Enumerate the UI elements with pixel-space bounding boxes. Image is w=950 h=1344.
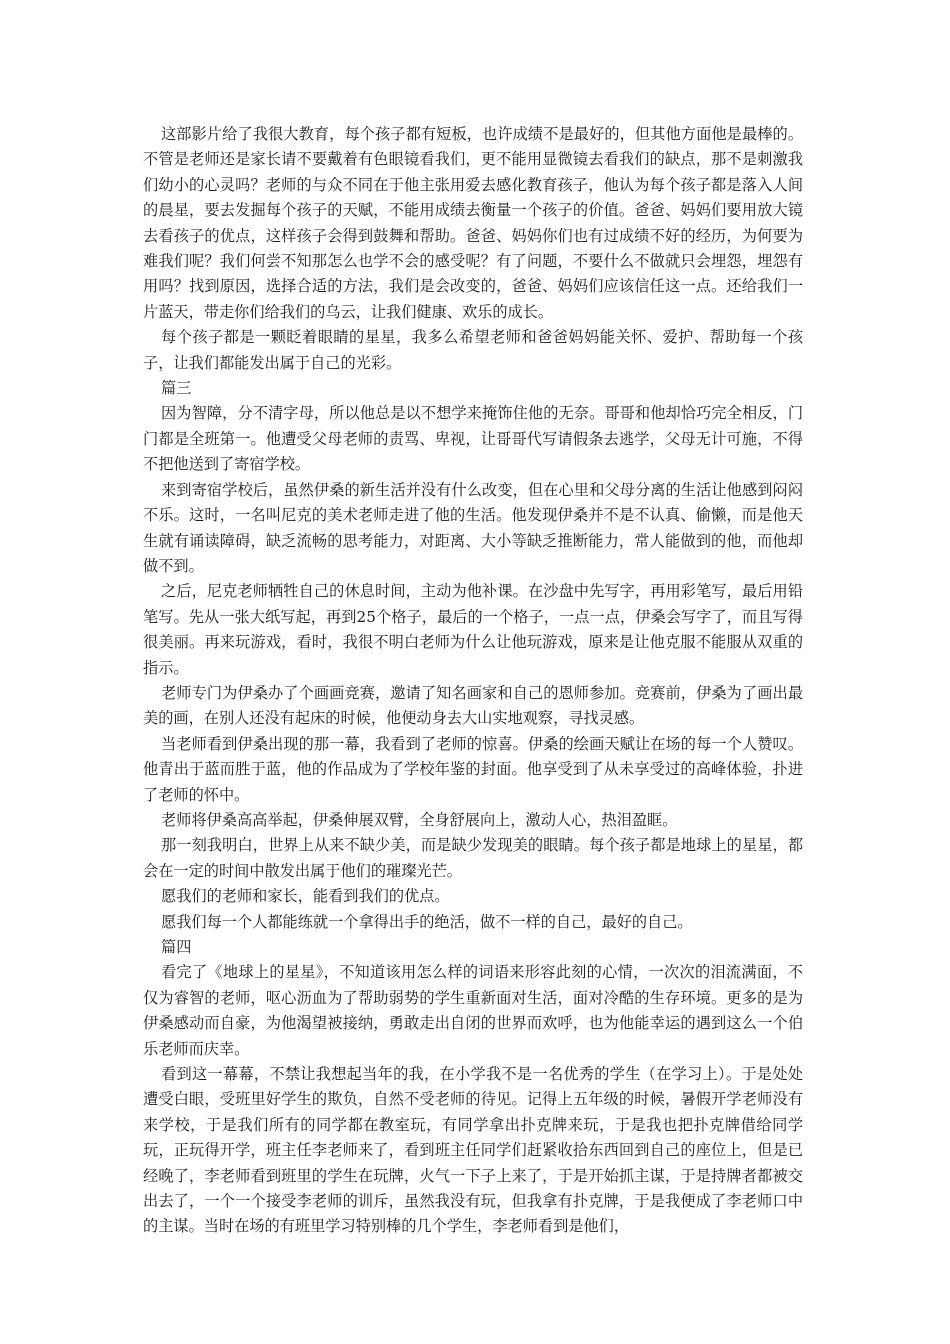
paragraph: 老师将伊桑高高举起，伊桑伸展双臂，全身舒展向上，激动人心，热泪盈眶。 — [161, 810, 678, 829]
paragraph: 当老师看到伊桑出现的那一幕，我看到了老师的惊喜。伊桑的绘画天赋让在场的每一个人赞叹。他青出于蓝而胜于蓝，他的作品成为了学校年鉴的封面。他享受到了从未享受过的高峰体验，扑进了老师的怀中。 — [143, 734, 803, 804]
paragraph: 这部影片给了我很大教育，每个孩子都有短板，也许成绩不是最好的，但其他方面他是最棒的。不管是老师还是家长请不要戴着有色眼镜看我们，更不能用显微镜去看我们的缺点，那不是刺激我们幼小的心灵吗？老师的与众不同在于他主张用爱去感化教育孩子，他认为每个孩子都是落入人间的晨星，要去发掘每个孩子的天赋，不能用成绩去衡量一个孩子的价值。爸爸、妈妈们要用放大镜去看孩子的优点，这样孩子会得到鼓舞和帮助。爸爸、妈妈你们也有过成绩不好的经历，为何要为难我们呢？我们何尝不知那怎么也学不会的感受呢？有了问题，不要什么不做就只会埋怨，埋怨有用吗？找到原因，选择合适的方法，我们是会改变的，爸爸、妈妈们应该信任这一点。还给我们一片蓝天，带走你们给我们的乌云，让我们健康、欢乐的成长。 — [143, 125, 803, 321]
paragraph: 看到这一幕幕，不禁让我想起当年的我，在小学我不是一名优秀的学生（在学习上）。于是处处遭受白眼，受班里好学生的欺负，自然不受老师的待见。记得上五年级的时候，暑假开学老师没有来学校，于是我们所有的同学都在教室玩，有同学拿出扑克牌来玩，于是我也把扑克牌借给同学玩，正玩得开学，班主任李老师来了，看到班主任同学们赶紧收拾东西回到自己的座位上，但是已经晚了，李老师看到班里的学生在玩牌，火气一下子上来了，于是开始抓主谋，于是持牌者都被交出去了，一个一个接受李老师的训斥，虽然我没有玩，但我拿有扑克牌，于是我便成了李老师口中的主谋。当时在场的有班里学习特别棒的几个学生，李老师看到是他们， — [143, 1065, 803, 1236]
paragraph: 每个孩子都是一颗眨着眼睛的星星，我多么希望老师和爸爸妈妈能关怀、爱护、帮助每一个孩子，让我们都能发出属于自己的光彩。 — [143, 328, 803, 372]
paragraph: 来到寄宿学校后，虽然伊桑的新生活并没有什么改变，但在心里和父母分离的生活让他感到闷闷不乐。这时，一名叫尼克的美术老师走进了他的生活。他发现伊桑并不是不认真、偷懒，而是他天生就有诵读障碍，缺乏流畅的思考能力，对距离、大小等缺乏推断能力，常人能做到的他，而他却做不到。 — [143, 480, 803, 575]
paragraph: 看完了《地球上的星星》，不知道该用怎么样的词语来形容此刻的心情，一次次的泪流满面，不仅为睿智的老师，呕心沥血为了帮助弱势的学生重新面对生活，面对冷酷的生存环境。更多的是为伊桑感动而自豪，为他渴望被接纳，勇敢走出自闭的世界而欢呼，也为他能幸运的遇到这么一个伯乐老师而庆幸。 — [143, 963, 803, 1058]
document-body — [143, 122, 803, 1240]
paragraph: 那一刻我明白，世界上从来不缺少美，而是缺少发现美的眼睛。每个孩子都是地球上的星星，都会在一定的时间中散发出属于他们的璀璨光芒。 — [143, 836, 803, 880]
section-heading: 篇三 — [161, 379, 192, 398]
paragraph: 愿我们每一个人都能练就一个拿得出手的绝活，做不一样的自己，最好的自己。 — [161, 912, 693, 931]
paragraph: 之后，尼克老师牺牲自己的休息时间，主动为他补课。在沙盘中先写字，再用彩笔写，最后用铅笔写。先从一张大纸写起，再到25个格子，最后的一个格子，一点一点，伊桑会写字了，而且写得很美丽。再来玩游戏，看时，我很不明白老师为什么让他玩游戏，原来是让他克服不能服从双重的指示。 — [143, 582, 803, 677]
paragraph: 老师专门为伊桑办了个画画竞赛，邀请了知名画家和自己的恩师参加。竞赛前，伊桑为了画出最美的画，在别人还没有起床的时候，他便动身去大山实地观察，寻找灵感。 — [143, 683, 803, 728]
paragraph: 愿我们的老师和家长，能看到我们的优点。 — [161, 887, 450, 906]
section-heading: 篇四 — [161, 938, 192, 956]
paragraph: 因为智障，分不清字母，所以他总是以不想学来掩饰住他的无奈。哥哥和他却恰巧完全相反，门门都是全班第一。他遭受父母老师的责骂、卑视，让哥哥代写请假条去逃学，父母无计可施，不得不把他送到了寄宿学校。 — [143, 404, 803, 474]
